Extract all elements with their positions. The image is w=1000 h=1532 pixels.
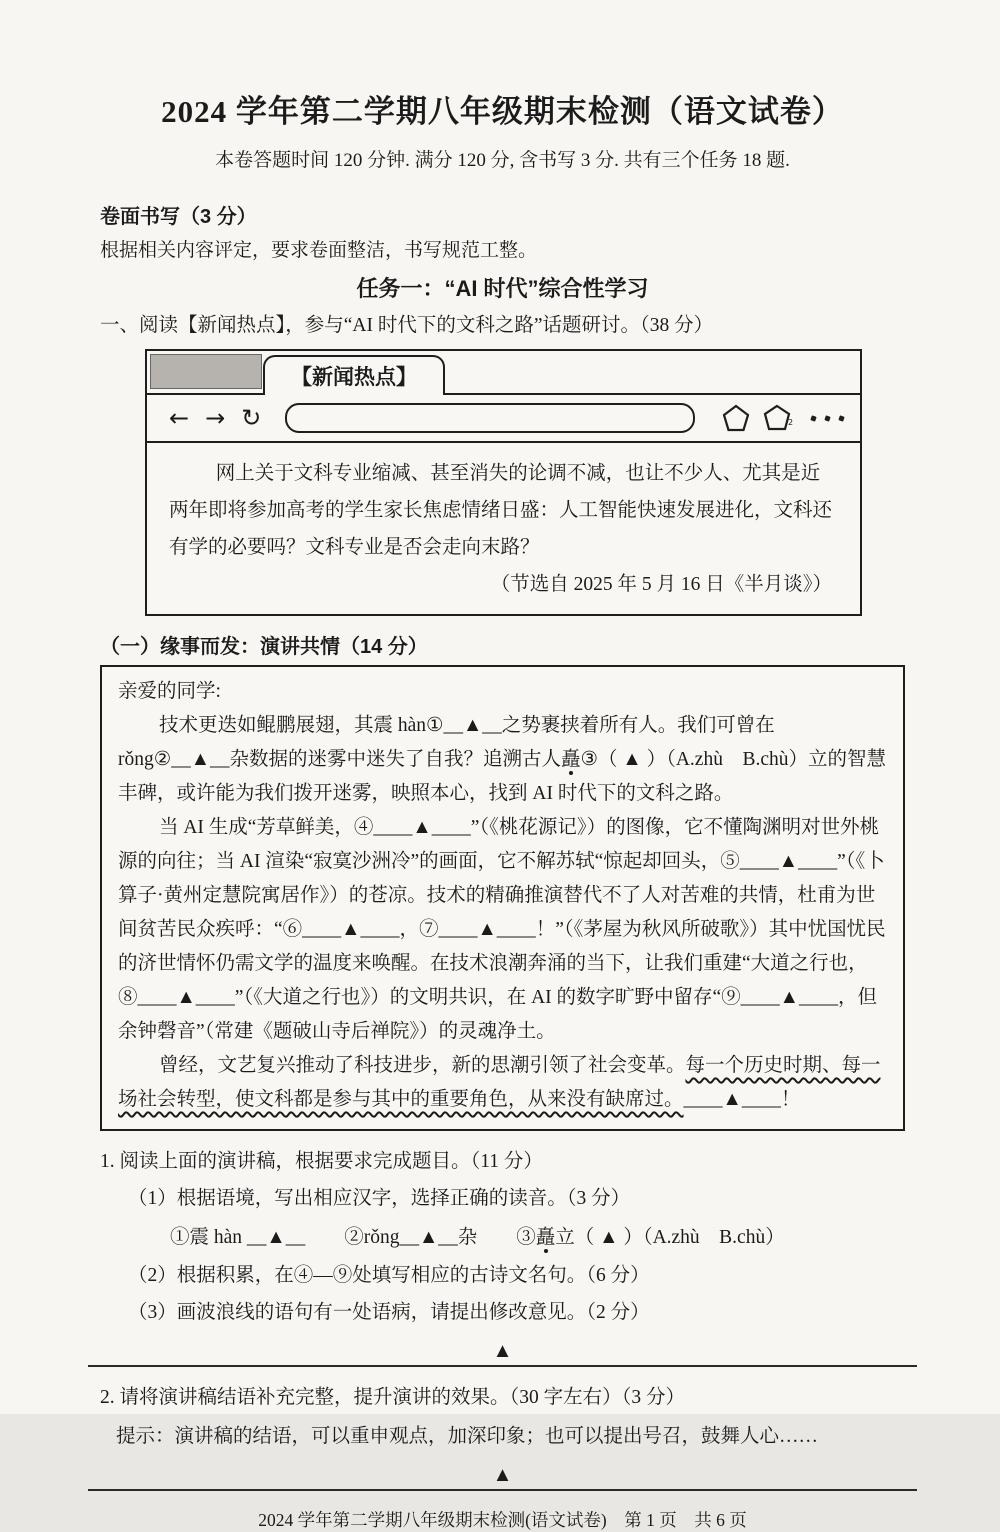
- dot: [824, 415, 830, 421]
- browser-window-placeholder: [150, 354, 262, 389]
- dot: [810, 415, 816, 421]
- q1-1-items-a: ①震 hàn __▲__ ②rǒng__▲__杂 ③: [170, 1227, 536, 1248]
- browser-content: [147, 443, 860, 614]
- news-article-source: （节选自 2025 年 5 月 16 日《半月谈》）: [490, 574, 832, 595]
- page-subtitle: 本卷答题时间 120 分钟. 满分 120 分, 含书写 3 分. 共有三个任务 18 题.: [215, 150, 790, 171]
- browser-tab-row: [147, 351, 860, 395]
- handwriting-section-heading: 卷面书写（3 分）: [100, 206, 257, 228]
- page-footer: 2024 学年第二学期八年级期末检测(语文试卷) 第 1 页 共 6 页: [258, 1510, 747, 1530]
- answer-marker-1: ▲: [492, 1340, 513, 1362]
- emphasized-char: 矗: [535, 1227, 556, 1248]
- task1-heading: 任务一：“AI 时代”综合性学习: [356, 276, 649, 301]
- speech-salutation: 亲爱的同学:: [118, 681, 221, 702]
- emphasized-char: 矗: [561, 749, 581, 770]
- question-1-3: （3）画波浪线的语句有一处语病，请提出修改意见。（2 分）: [128, 1302, 650, 1323]
- browser-mockup: [145, 349, 862, 616]
- speech-p1-text-b: ③（ ▲ ）（A.zhù B.chù）立的智慧丰碑，或许能为我们拨开迷雾，映照本心，找到 AI 时代下的文科之路。: [118, 749, 886, 804]
- reload-icon: ↻: [241, 404, 262, 432]
- question-2: 2. 请将演讲稿结语补充完整，提升演讲的效果。（30 字左右）（3 分）: [100, 1387, 686, 1408]
- answer-marker-2: ▲: [492, 1464, 513, 1486]
- bookmark-pentagon-icon: [763, 403, 795, 433]
- speech-paragraph-3: [118, 1049, 887, 1117]
- back-icon: ←: [169, 404, 190, 432]
- divider-line-1: [88, 1365, 917, 1367]
- address-bar: [285, 403, 695, 433]
- page-title: 2024 学年第二学期八年级期末检测（语文试卷）: [161, 94, 844, 129]
- speech-draft-box: [100, 665, 905, 1131]
- handwriting-section-desc: 根据相关内容评定，要求卷面整洁，书写规范工整。: [100, 240, 538, 261]
- question-1-1: （1）根据语境，写出相应汉字，选择正确的读音。（3 分）: [128, 1188, 631, 1209]
- forward-icon: →: [205, 404, 226, 432]
- question-1: 1. 阅读上面的演讲稿，根据要求完成题目。（11 分）: [100, 1151, 543, 1172]
- menu-dots-icon: [811, 416, 844, 421]
- dot: [838, 415, 844, 421]
- news-article-text: 网上关于文科专业缩减、甚至消失的论调不减，也让不少人、尤其是近两年即将参加高考的学生家长焦虑情绪日盛：人工智能快速发展进化，文科还有学的必要吗？文科专业是否会走向末路？: [169, 463, 833, 558]
- browser-tab: [263, 355, 445, 395]
- svg-text:2: 2: [788, 418, 794, 427]
- home-pentagon-icon: [721, 403, 751, 433]
- speech-p3-blank: ____▲____！: [683, 1089, 801, 1110]
- task1-intro: 一、阅读【新闻热点】，参与“AI 时代下的文科之路”话题研讨。（38 分）: [100, 315, 714, 336]
- browser-toolbar: [147, 395, 860, 443]
- speech-p3-text-a: 曾经，文艺复兴推动了科技进步，新的思潮引领了社会变革。: [158, 1055, 686, 1076]
- speech-paragraph-2: 当 AI 生成“芳草鲜美，④____▲____”（《桃花源记》）的图像，它不懂陶渊明对世外桃源的向往；当 AI 渲染“寂寞沙洲冷”的画面，它不解苏轼“惊起却回头，⑤____▲____”（《卜算子·黄州定慧院寓居作》）的苍凉。技术的精确推演替代不了人对苦难的共情，杜甫为世间贫苦民众疾呼：“⑥____▲____，⑦____▲____！”（《茅屋为秋风所破歌》）其中忧国忧民的济世情怀仍需文学的温度来唤醒。在技术浪潮奔涌的当下，让我们重建“大道之行也，⑧____▲____”（《大道之行也》）的文明共识，在 AI 的数字旷野中留存“⑨____▲____，但余钟磬音”（常建《题破山寺后禅院》）的灵魂净土。: [118, 817, 886, 1042]
- q1-1-items-b: 立（ ▲ ）（A.zhù B.chù）: [555, 1227, 785, 1248]
- speech-paragraph-1: [118, 709, 887, 811]
- divider-line-2: [88, 1489, 917, 1491]
- question-1-2: （2）根据积累，在④—⑨处填写相应的古诗文名句。（6 分）: [128, 1265, 650, 1286]
- wavy-underlined-text: 每一个历史时期、每一场社会转型，使文科都是参与其中的重要角色，从来没有缺席过。: [118, 1055, 881, 1110]
- browser-tab-label: 【新闻热点】: [291, 366, 417, 389]
- speech-p1-text-a: 技术更迭如鲲鹏展翅，其震 hàn①__▲__之势裹挟着所有人。我们可曾在 rǒng②__▲__杂数据的迷雾中迷失了自我？追溯古人: [118, 715, 775, 770]
- question-1-1-items: [170, 1221, 905, 1255]
- question-2-hint: 提示：演讲稿的结语，可以重申观点，加深印象；也可以提出号召，鼓舞人心……: [116, 1426, 819, 1447]
- section1-heading: （一）缘事而发：演讲共情（14 分）: [100, 636, 428, 658]
